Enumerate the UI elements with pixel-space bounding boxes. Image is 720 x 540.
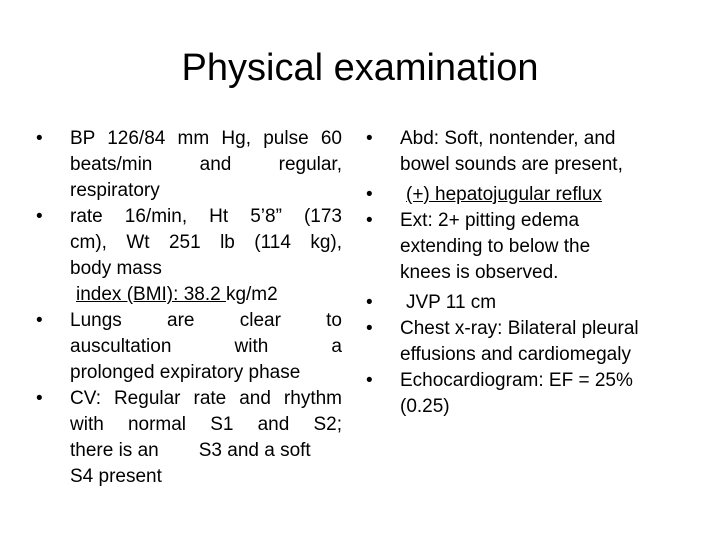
- list-item-line: (0.25): [400, 396, 450, 417]
- list-item: [36, 308, 342, 386]
- list-item-segment: there is an: [70, 440, 159, 461]
- list-item-line: knees is observed.: [400, 262, 559, 283]
- bullet-icon: •: [366, 292, 373, 313]
- bullet-icon: •: [366, 184, 373, 205]
- list-item-line: Ext: 2+ pitting edema: [400, 210, 580, 231]
- slide-title: Physical examination: [181, 47, 539, 89]
- list-item-line: BP 126/84 mm Hg, pulse 60: [70, 128, 342, 149]
- list-item-line: JVP 11 cm: [406, 292, 497, 313]
- list-item-line: effusions and cardiomegaly: [400, 344, 631, 365]
- bmi-line: [70, 282, 342, 308]
- list-item-line: bowel sounds are present,: [400, 154, 623, 175]
- list-item-line: Echocardiogram: EF = 25%: [400, 370, 633, 391]
- list-item-line: with normal S1 and S2;: [70, 414, 342, 435]
- list-item-line: [70, 438, 342, 464]
- bullet-icon: •: [366, 318, 373, 339]
- list-item: [366, 368, 684, 420]
- list-item: [366, 208, 684, 286]
- bullet-icon: •: [366, 370, 373, 391]
- list-item-line: auscultation with a: [70, 336, 342, 357]
- list-item-line: extending to below the: [400, 236, 591, 257]
- list-item: [366, 182, 684, 208]
- list-item-line: S4 present: [70, 466, 162, 487]
- list-item-line: body mass: [70, 258, 162, 279]
- list-item: [366, 290, 684, 316]
- bullet-icon: •: [366, 210, 373, 231]
- list-item: [366, 126, 684, 178]
- list-item-line: beats/min and regular,: [70, 154, 342, 175]
- list-item: [36, 126, 342, 204]
- list-item-line: CV: Regular rate and rhythm: [70, 388, 342, 409]
- bullet-icon: •: [366, 128, 373, 149]
- bullet-icon: •: [36, 388, 43, 409]
- bullet-icon: •: [36, 128, 43, 149]
- list-item: [366, 316, 684, 368]
- bmi-unit-text: kg/m2: [225, 284, 278, 305]
- list-item-line: cm), Wt 251 lb (114 kg),: [70, 232, 342, 253]
- bullet-icon: •: [36, 206, 43, 227]
- list-item: [36, 204, 342, 308]
- bmi-underlined-text: index (BMI): 38.2: [76, 284, 226, 305]
- list-item-line: Abd: Soft, nontender, and: [400, 128, 616, 149]
- list-item-line: (+) hepatojugular reflux: [406, 184, 602, 205]
- list-item-segment: S3 and a soft: [198, 440, 311, 461]
- left-bullet-list: [36, 126, 342, 490]
- list-item-line: Chest x-ray: Bilateral pleural: [400, 318, 639, 339]
- list-item-line: rate 16/min, Ht 5’8” (173: [70, 206, 342, 227]
- list-item-line: prolonged expiratory phase: [70, 362, 301, 383]
- list-item: [36, 386, 342, 490]
- list-item-line: Lungs are clear to: [70, 310, 342, 331]
- right-bullet-list: [366, 126, 684, 420]
- bullet-icon: •: [36, 310, 43, 331]
- list-item-line: respiratory: [70, 180, 160, 201]
